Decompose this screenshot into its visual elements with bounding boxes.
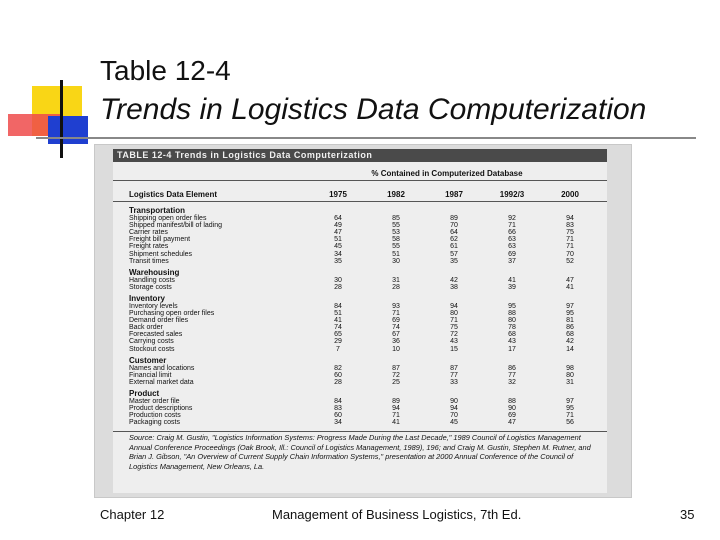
table-cell: 38 <box>450 283 458 291</box>
scanned-table-image <box>94 144 632 498</box>
table-cell: 72 <box>450 331 458 339</box>
table-cell: 41 <box>334 317 342 325</box>
table-cell: 88 <box>508 397 516 405</box>
table-cell: 41 <box>508 276 516 284</box>
decorative-blue-square <box>48 116 88 144</box>
table-cell: 75 <box>566 229 574 237</box>
title-underline <box>36 137 696 139</box>
table-cell: 66 <box>508 229 516 237</box>
row-label: Master order file <box>129 397 180 405</box>
section-heading: Product <box>129 388 160 398</box>
table-cell: 56 <box>566 419 574 427</box>
year-header: 1982 <box>387 190 405 199</box>
table-cell: 95 <box>566 405 574 412</box>
table-cell: 69 <box>508 412 516 420</box>
table-cell: 45 <box>450 419 458 427</box>
table-cell: 78 <box>508 324 516 332</box>
table-cell: 42 <box>566 338 574 346</box>
row-label: Handling costs <box>129 276 175 284</box>
row-label: Carrier rates <box>129 229 168 237</box>
table-cell: 34 <box>334 250 342 258</box>
table-cell: 36 <box>392 338 400 346</box>
row-label: Freight bill payment <box>129 236 191 244</box>
table-cell: 35 <box>334 257 342 265</box>
table-cell: 29 <box>334 338 342 346</box>
row-label: Production costs <box>129 412 181 420</box>
table-cell: 7 <box>336 345 340 353</box>
slide-subtitle: Trends in Logistics Data Computerization <box>100 93 647 126</box>
table-cell: 42 <box>450 276 458 284</box>
table-cell: 94 <box>450 302 458 310</box>
table-cell: 51 <box>334 310 342 317</box>
table-cell: 80 <box>508 317 516 325</box>
table-cell: 39 <box>508 283 516 291</box>
table-cell: 92 <box>508 215 516 222</box>
table-cell: 25 <box>392 378 400 386</box>
table-cell: 82 <box>334 364 342 372</box>
table-cell: 70 <box>566 250 574 258</box>
table-cell: 98 <box>566 364 574 372</box>
table-cell: 74 <box>392 324 400 332</box>
table-cell: 51 <box>334 236 342 244</box>
header-bottom-rule <box>113 201 607 202</box>
table-cell: 34 <box>334 419 342 427</box>
year-header: 1992/3 <box>499 190 525 199</box>
footer-chapter: Chapter 12 <box>100 507 165 522</box>
table-cell: 85 <box>392 215 400 222</box>
table-cell: 30 <box>334 276 342 284</box>
table-cell: 71 <box>392 412 400 420</box>
table-cell: 14 <box>566 345 574 353</box>
row-label: Packaging costs <box>129 419 180 427</box>
table-cell: 84 <box>334 397 342 405</box>
table-cell: 93 <box>392 302 400 310</box>
table-cell: 55 <box>392 243 400 251</box>
table-cell: 71 <box>566 412 574 420</box>
table-cell: 41 <box>392 419 400 427</box>
table-cell: 89 <box>450 215 458 222</box>
table-cell: 60 <box>334 412 342 420</box>
source-rule <box>113 431 607 432</box>
header-rule <box>113 180 607 181</box>
table-cell: 47 <box>334 229 342 237</box>
table-cell: 97 <box>566 397 574 405</box>
section-heading: Warehousing <box>129 267 180 277</box>
table-cell: 94 <box>450 405 458 412</box>
table-cell: 58 <box>392 236 400 244</box>
table-cell: 31 <box>566 378 574 386</box>
row-label: Names and locations <box>129 364 195 372</box>
table-cell: 31 <box>392 276 400 284</box>
table-cell: 62 <box>450 236 458 244</box>
table-cell: 63 <box>508 236 516 244</box>
table-cell: 72 <box>392 371 400 379</box>
table-cell: 86 <box>566 324 574 332</box>
table-cell: 89 <box>392 397 400 405</box>
table-cell: 71 <box>508 222 516 230</box>
table-cell: 90 <box>508 405 516 412</box>
table-cell: 10 <box>392 345 400 353</box>
row-label: External market data <box>129 378 194 386</box>
section-heading: Inventory <box>129 293 166 303</box>
table-cell: 71 <box>450 317 458 325</box>
table-cell: 86 <box>508 364 516 372</box>
footer-page-number: 35 <box>680 507 695 522</box>
table-cell: 15 <box>450 345 458 353</box>
table-cell: 53 <box>392 229 400 237</box>
table-cell: 49 <box>334 222 342 230</box>
decorative-vertical-line <box>60 80 63 158</box>
table-cell: 84 <box>334 302 342 310</box>
table-cell: 52 <box>566 257 574 265</box>
table-cell: 35 <box>450 257 458 265</box>
table-cell: 97 <box>566 302 574 310</box>
row-label: Inventory levels <box>129 302 178 310</box>
slide-title: Table 12-4 <box>100 55 231 86</box>
row-label: Forecasted sales <box>129 331 183 339</box>
table-cell: 95 <box>566 310 574 317</box>
table-cell: 61 <box>450 243 458 251</box>
table-cell: 74 <box>334 324 342 332</box>
year-header: 1975 <box>329 190 347 199</box>
table-cell: 17 <box>508 345 516 353</box>
row-label: Back order <box>129 324 163 332</box>
row-label: Purchasing open order files <box>129 310 215 317</box>
table-cell: 64 <box>450 229 458 237</box>
table-cell: 63 <box>508 243 516 251</box>
table-cell: 68 <box>508 331 516 339</box>
table-cell: 77 <box>450 371 458 379</box>
section-heading: Customer <box>129 355 167 365</box>
table-cell: 90 <box>450 397 458 405</box>
table-cell: 81 <box>566 317 574 325</box>
table-cell: 28 <box>334 283 342 291</box>
table-cell: 37 <box>508 257 516 265</box>
section-heading: Transportation <box>129 206 186 215</box>
table-cell: 80 <box>566 371 574 379</box>
table-cell: 95 <box>508 302 516 310</box>
table-cell: 47 <box>566 276 574 284</box>
table-cell: 88 <box>508 310 516 317</box>
table-cell: 30 <box>392 257 400 265</box>
table-subheading: % Contained in Computerized Database <box>371 169 523 178</box>
row-label: Financial limit <box>129 371 172 379</box>
table-cell: 68 <box>566 331 574 339</box>
footer-book-title: Management of Business Logistics, 7th Ed. <box>272 507 522 522</box>
table-cell: 71 <box>392 310 400 317</box>
row-label: Demand order files <box>129 317 189 325</box>
table-cell: 32 <box>508 378 516 386</box>
row-label: Shipped manifest/bill of lading <box>129 222 223 230</box>
table-cell: 41 <box>566 283 574 291</box>
row-label: Product descriptions <box>129 405 193 412</box>
row-label: Stockout costs <box>129 345 175 353</box>
table-cell: 87 <box>450 364 458 372</box>
table-cell: 70 <box>450 222 458 230</box>
row-label: Shipping open order files <box>129 215 207 222</box>
year-header: 1987 <box>445 190 463 199</box>
table-cell: 64 <box>334 215 342 222</box>
table-cell: 33 <box>450 378 458 386</box>
year-header: 2000 <box>561 190 579 199</box>
row-label: Carrying costs <box>129 338 174 346</box>
table-cell: 77 <box>508 371 516 379</box>
table-cell: 55 <box>392 222 400 230</box>
row-label: Freight rates <box>129 243 169 251</box>
table-cell: 51 <box>392 250 400 258</box>
row-label: Storage costs <box>129 283 172 291</box>
table-cell: 75 <box>450 324 458 332</box>
table-cell: 94 <box>392 405 400 412</box>
table-cell: 83 <box>566 222 574 230</box>
table-cell: 80 <box>450 310 458 317</box>
table-cell: 69 <box>508 250 516 258</box>
table-cell: 71 <box>566 236 574 244</box>
table-cell: 57 <box>450 250 458 258</box>
table-source-note: Source: Craig M. Gustin, "Logistics Information Systems: Progress Made During the Last Decade," 1989 Council of Logistics Management Annual Conference Proceedings (Oak Brook, Ill.: Council of Logistics Management, 1989), 196; and Craig M. Gustin, Stephen M. Rutner, and Brian J. Gibson, "An Overview of Current Supply Chain Information Systems," presentation at 2000 Annual Conference of the Council of Logistics Management, New Orleans, La. <box>129 433 591 471</box>
table-cell: 45 <box>334 243 342 251</box>
table-cell: 71 <box>566 243 574 251</box>
table-panel <box>113 149 607 493</box>
table-cell: 28 <box>392 283 400 291</box>
table-cell: 70 <box>450 412 458 420</box>
table-cell: 69 <box>392 317 400 325</box>
table-cell: 65 <box>334 331 342 339</box>
table-cell: 43 <box>508 338 516 346</box>
table-cell: 83 <box>334 405 342 412</box>
table-cell: 60 <box>334 371 342 379</box>
row-label: Shipment schedules <box>129 250 193 258</box>
row-label: Transit times <box>129 257 169 265</box>
table-cell: 87 <box>392 364 400 372</box>
table-cell: 94 <box>566 215 574 222</box>
table-cell: 67 <box>392 331 400 339</box>
table-cell: 47 <box>508 419 516 427</box>
table-cell: 28 <box>334 378 342 386</box>
column-header-element: Logistics Data Element <box>129 190 218 199</box>
table-title: TABLE 12-4 Trends in Logistics Data Computerization <box>113 149 607 162</box>
table-cell: 43 <box>450 338 458 346</box>
